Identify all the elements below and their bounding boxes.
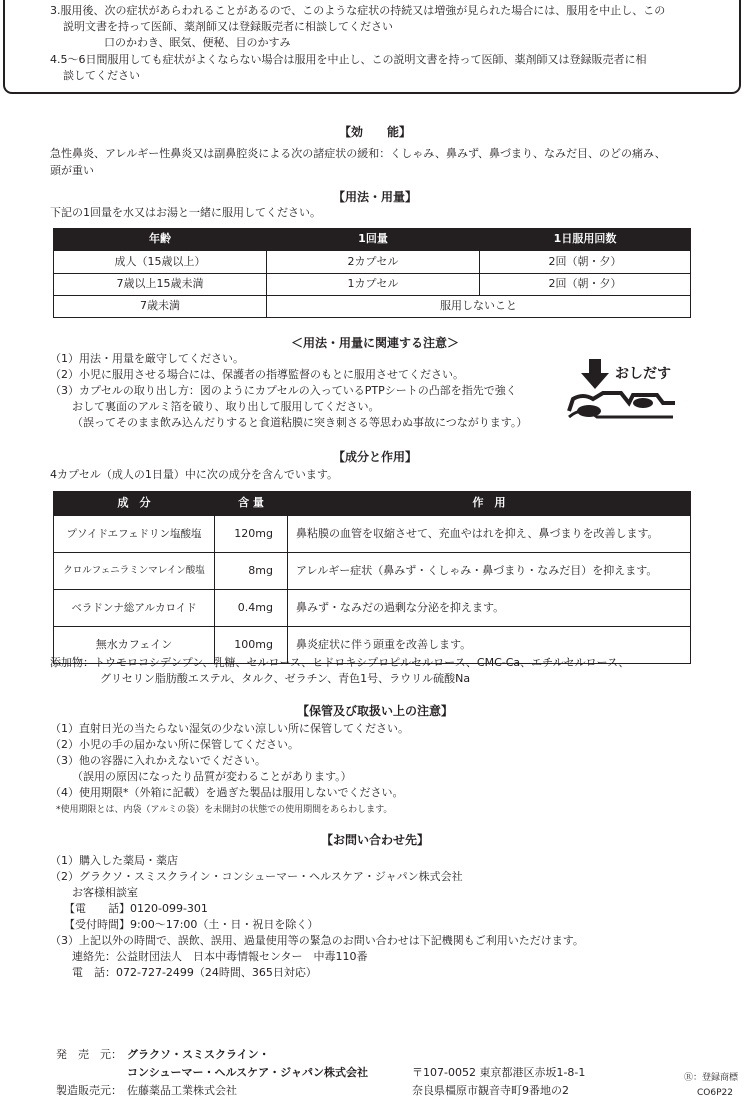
caution-item-3-cont: 説明文書を持って医師、薬剤師又は登録販売者に相談してください — [63, 20, 393, 33]
storage-item-3: （3）他の容器に入れかえないでください。 — [50, 754, 266, 767]
table-row — [54, 296, 691, 318]
dosage-cell: 服用しないこと — [267, 296, 691, 318]
ingredient-name: ベラドンナ総アルカロイド — [54, 590, 215, 627]
caution-item-4-cont: 談してください — [63, 69, 140, 82]
ingredients-col-name: 成 分 — [54, 492, 215, 516]
contact-heading: 【お問い合わせ先】 — [320, 833, 429, 847]
additives-line-2: グリセリン脂肪酸エステル、タルク、ゼラチン、青色1号、ラウリル硫酸Na — [100, 672, 471, 685]
storage-item-1: （1）直射日光の当たらない湿気の少ない涼しい所に保管してください。 — [50, 722, 409, 735]
dosage-col-dose: 1回量 — [267, 229, 480, 251]
ingredient-name: プソイドエフェドリン塩酸塩 — [54, 516, 215, 553]
seller-name-2: コンシューマー・ヘルスケア・ジャパン株式会社 — [127, 1066, 368, 1079]
dosage-cell: 2カプセル — [267, 251, 480, 274]
caution-item-4: 4.5～6日間服用しても症状がよくならない場合は服用を中止し、この説明文書を持って医師、薬剤師又は登録販売者に相 — [50, 53, 647, 66]
storage-item-4: （4）使用期限*（外箱に記載）を過ぎた製品は服用しないでください。 — [50, 786, 404, 799]
dosage-note-3: （3）カプセルの取り出し方：図のようにカプセルの入っているPTPシートの凸部を指先で強く — [50, 384, 517, 397]
seller-address: 〒107-0052 東京都港区赤坂1-8-1 — [412, 1066, 586, 1079]
caution-item-3-symptoms: 口のかわき、眠気、便秘、目のかすみ — [104, 36, 291, 49]
ptp-figure-label: おしだす — [615, 366, 671, 382]
document-code: CO6P22 — [697, 1088, 733, 1098]
seller-label: 発 売 元： — [56, 1048, 122, 1061]
contact-item-2: （2）グラクソ・スミスクライン・コンシューマー・ヘルスケア・ジャパン株式会社 — [50, 870, 463, 883]
ingredient-amount: 100mg — [215, 627, 288, 664]
dosage-note-3-cont: おして裏面のアルミ箔を破り、取り出して服用してください。 — [72, 400, 380, 413]
dosage-col-age: 年齢 — [54, 229, 267, 251]
efficacy-heading: 【効 能】 — [338, 125, 411, 139]
table-row — [54, 553, 691, 590]
maker-name: 佐藤薬品工業株式会社 — [127, 1084, 237, 1097]
maker-label: 製造販売元： — [56, 1084, 122, 1097]
ingredient-amount: 8mg — [215, 553, 288, 590]
ingredient-name: クロルフェニラミンマレイン酸塩 — [54, 553, 215, 590]
contact-phone: 【電 話】0120-099-301 — [64, 902, 208, 915]
dosage-cell: 7歳未満 — [54, 296, 267, 318]
table-row — [54, 590, 691, 627]
dosage-col-times: 1日服用回数 — [480, 229, 691, 251]
dosage-table — [53, 228, 691, 318]
storage-item-3-cont: （誤用の原因になったり品質が変わることがあります。） — [72, 770, 352, 783]
dosage-note-1: （1）用法・用量を厳守してください。 — [50, 352, 244, 365]
ingredients-table — [53, 491, 691, 664]
storage-heading: 【保管及び取扱い上の注意】 — [296, 704, 453, 718]
dosage-cell: 成人（15歳以上） — [54, 251, 267, 274]
dosage-notes-heading: ＜用法・用量に関連する注意＞ — [290, 336, 459, 350]
efficacy-text: 急性鼻炎、アレルギー性鼻炎又は副鼻腔炎による次の諸症状の緩和：くしゃみ、鼻みず、鼻づまり、なみだ目、のどの痛み、 — [50, 147, 666, 160]
dosage-heading: 【用法・用量】 — [332, 190, 417, 204]
dosage-cell: 2回（朝・夕） — [480, 251, 691, 274]
ingredient-amount: 0.4mg — [215, 590, 288, 627]
ingredient-action: アレルギー症状（鼻みず・くしゃみ・鼻づまり・なみだ目）を抑えます。 — [288, 553, 691, 590]
ingredients-intro: 4カプセル（成人の1日量）中に次の成分を含んでいます。 — [50, 468, 339, 481]
ingredient-action: 鼻炎症状に伴う頭重を改善します。 — [288, 627, 691, 664]
ingredient-action: 鼻みず・なみだの過剰な分泌を抑えます。 — [288, 590, 691, 627]
contact-hours: 【受付時間】9:00～17:00（土・日・祝日を除く） — [64, 918, 319, 931]
dosage-note-2: （2）小児に服用させる場合には、保護者の指導監督のもとに服用させてください。 — [50, 368, 464, 381]
table-row — [54, 516, 691, 553]
additives-line-1: 添加物：トウモロコシデンプン、乳糖、セルロース、ヒドロキシプロピルセルロース、CMC-Ca、エチルセルロース、 — [50, 656, 630, 669]
contact-item-1: （1）購入した薬局・薬店 — [50, 854, 178, 867]
seller-name-1: グラクソ・スミスクライン・ — [127, 1048, 270, 1061]
table-row — [54, 274, 691, 296]
ingredients-heading: 【成分と作用】 — [332, 450, 417, 464]
ingredient-amount: 120mg — [215, 516, 288, 553]
trademark-note: Ⓡ：登録商標 — [684, 1073, 739, 1083]
dosage-cell: 1カプセル — [267, 274, 480, 296]
ingredient-action: 鼻粘膜の血管を収縮させて、充血やはれを抑え、鼻づまりを改善します。 — [288, 516, 691, 553]
contact-poison-phone: 電 話：072-727-2499（24時間、365日対応） — [72, 966, 317, 979]
ingredients-col-action: 作 用 — [288, 492, 691, 516]
maker-address: 奈良県橿原市観音寺町9番地の2 — [412, 1084, 569, 1097]
ingredient-name: 無水カフェイン — [54, 627, 215, 664]
storage-item-2: （2）小児の手の届かない所に保管してください。 — [50, 738, 299, 751]
contact-desk: お客様相談室 — [72, 886, 138, 899]
efficacy-text-cont: 頭が重い — [50, 164, 94, 177]
dosage-intro: 下記の1回量を水又はお湯と一緒に服用してください。 — [50, 206, 321, 219]
ptp-press-figure — [563, 355, 688, 425]
table-row — [54, 251, 691, 274]
ingredients-col-amount: 含 量 — [215, 492, 288, 516]
storage-footnote: *使用期限とは、内袋（アルミの袋）を未開封の状態での使用期間をあらわします。 — [56, 805, 393, 815]
contact-item-3: （3）上記以外の時間で、誤飲、誤用、過量使用等の緊急のお問い合わせは下記機関もご利用いただけます。 — [50, 934, 584, 947]
dosage-cell: 7歳以上15歳未満 — [54, 274, 267, 296]
contact-poison-center: 連絡先：公益財団法人 日本中毒情報センター 中毒110番 — [72, 950, 368, 963]
dosage-note-3-warning: （誤ってそのまま飲み込んだりすると食道粘膜に突き刺さる等思わぬ事故につながります。） — [72, 416, 528, 429]
caution-item-3: 3.服用後、次の症状があらわれることがあるので、このような症状の持続又は増強が見られた場合には、服用を中止し、この — [50, 4, 666, 17]
dosage-cell: 2回（朝・夕） — [480, 274, 691, 296]
